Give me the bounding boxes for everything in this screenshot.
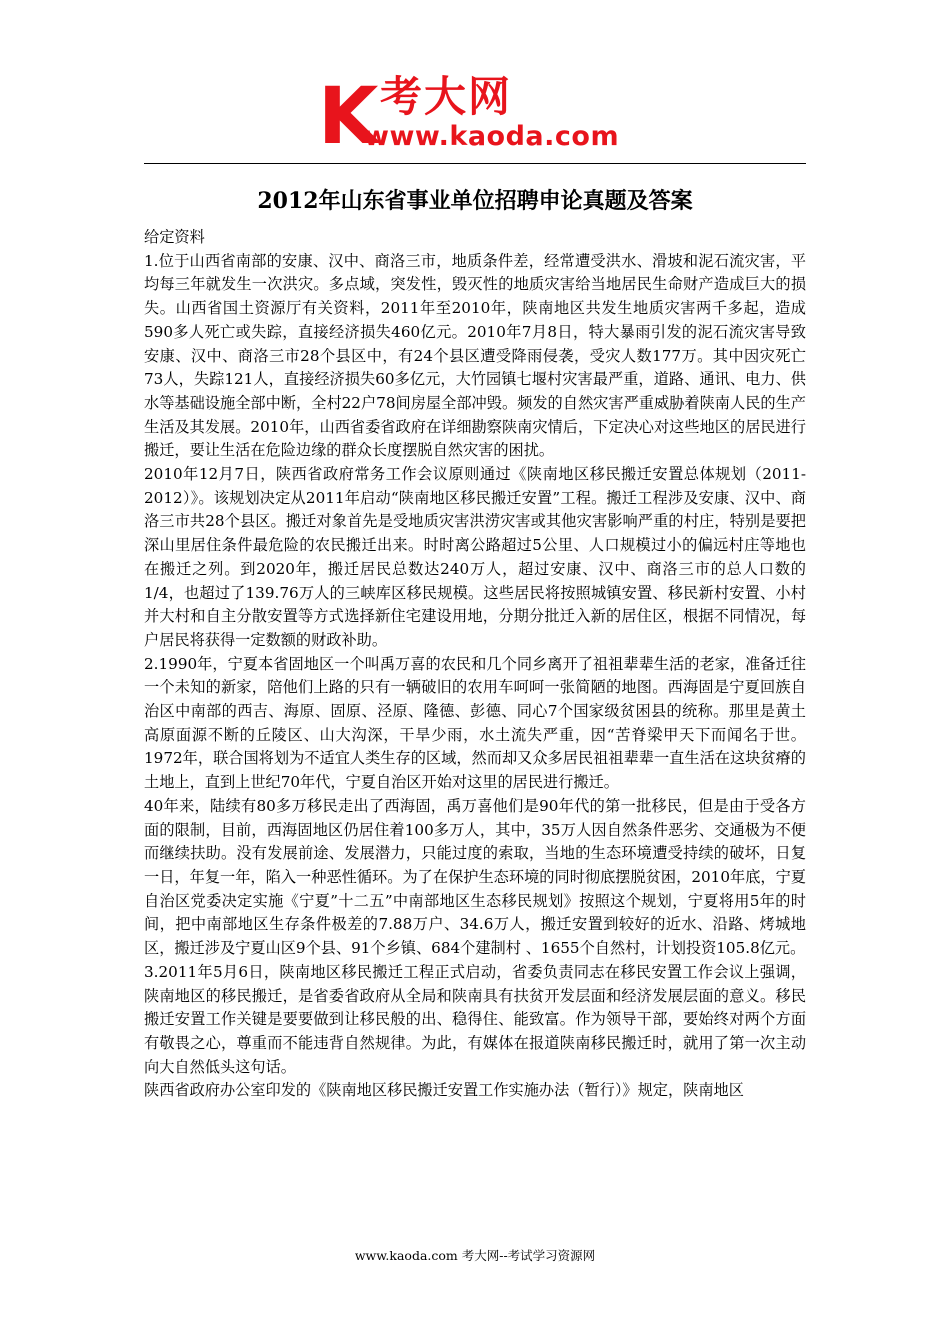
site-logo	[318, 72, 638, 162]
document-body	[144, 226, 806, 1103]
paragraph: 陕西省政府办公室印发的《陕南地区移民搬迁安置工作实施办法（暂行）》规定，陕南地区	[144, 1081, 744, 1100]
section-heading: 给定资料	[144, 228, 205, 246]
page-footer: www.kaoda.com 考大网--考试学习资源网	[354, 1248, 596, 1263]
logo-url: www.kaoda.com	[364, 121, 620, 152]
paragraph: 1.位于山西省南部的安康、汉中、商洛三市，地质条件差，经常遭受洪水、滑坡和泥石流灾害，平均每三年就发生一次洪灾。多点域，突发性，毁灭性的地质灾害给当地居民生命财产造成巨大的损失。山西省国土资源厅有关资料，2011年至2010年，陕南地区共发生地质灾害两千多起，造成590多人死亡或失踪，直接经济损失460亿元。2010年7月8日，特大暴雨引发的泥石流灾害导致安康、汉中、商洛三市28个县区中，有24个县区遭受降雨侵袭，受灾人数177万。其中因灾死亡73人，失踪121人，直接经济损失60多亿元，大竹园镇七堰村灾害最严重，道路、通讯、电力、供水等基础设施全部中断，全村22户78间房屋全部冲毁。频发的自然灾害严重威胁着陕南人民的生产生活及其发展。2010年，山西省委省政府在详细勘察陕南灾情后，下定决心对这些地区的居民进行搬迁，要让生活在危险边缘的群众长度摆脱自然灾害的困扰。	[144, 251, 806, 460]
paragraph: 2010年12月7日，陕西省政府常务工作会议原则通过《陕南地区移民搬迁安置总体规划（2011-2012）》。该规划决定从2011年启动“陕南地区移民搬迁安置”工程。搬迁工程涉及安康、汉中、商洛三市共28个县区。搬迁对象首先是受地质灾害洪涝灾害或其他灾害影响严重的村庄，特别是要把深山里居住条件最危险的农民搬迁出来。时时离公路超过5公里、人口规模过小的偏远村庄等地也在搬迁之列。到2020年，搬迁居民总数达240万人，超过安康、汉中、商洛三市的总人口数的1/4，也超过了139.76万人的三峡库区移民规模。这些居民将按照城镇安置、移民新村安置、小村并大村和自主分散安置等方式选择新住宅建设用地，分期分批迁入新的居住区，根据不同情况，每户居民将获得一定数额的财政补助。	[144, 465, 806, 649]
paragraph: 2.1990年，宁夏本省固地区一个叫禹万喜的农民和几个同乡离开了祖祖辈辈生活的老家，准备迁往一个未知的新家，陪他们上路的只有一辆破旧的农用车呵呵一张简陋的地图。西海固是宁夏回族自治区中南部的西吉、海原、固原、泾原、隆德、彭德、同心7个国家级贫困县的统称。那里是黄土高原面源不断的丘陵区、山大沟深，干旱少雨，水土流失严重，因“苦脊梁甲天下而闻名于世。1972年，联合国将划为不适宜人类生存的区域，然而却又众多居民祖祖辈辈一直生活在这块贫瘠的土地上，直到上世纪70年代，宁夏自治区开始对这里的居民进行搬迁。	[144, 654, 806, 792]
paragraph: 3.2011年5月6日，陕南地区移民搬迁工程正式启动，省委负责同志在移民安置工作会议上强调，陕南地区的移民搬迁，是省委省政府从全局和陕南具有扶贫开发层面和经济发展层面的意义。移民搬迁安置工作关键是要要做到让移民般的出、稳得住、能致富。作为领导干部，要始终对两个方面有敬畏之心，尊重而不能违背自然规律。为此，有媒体在报道陕南移民搬迁时，就用了第一次主动向大自然低头这句话。	[144, 962, 806, 1076]
logo-k-mark: K	[318, 72, 377, 162]
paragraph: 40年来，陆续有80多万移民走出了西海固，禹万喜他们是90年代的第一批移民，但是由于受各方面的限制，目前，西海固地区仍居住着100多万人，其中，35万人因自然条件恶劣、交通极为不便而继续扶助。没有发展前途、发展潜力，只能过度的索取，当地的生态环境遭受持续的破坏，日复一日，年复一年，陷入一种恶性循环。为了在保护生态环境的同时彻底摆脱贫困，2010年底，宁夏自治区党委决定实施《宁夏”十二五”中南部地区生态移民规划》按照这个规划，宁夏将用5年的时间，把中南部地区生存条件极差的7.88万户、34.6万人，搬迁安置到较好的近水、沿路、烤城地区，搬迁涉及宁夏山区9个县、91个乡镇、684个建制村 、1655个自然村，计划投资105.8亿元。	[144, 796, 806, 958]
logo-site-name: 考大网	[380, 72, 513, 121]
header-divider	[144, 163, 806, 164]
page-title: 2012年山东省事业单位招聘申论真题及答案	[257, 188, 693, 214]
